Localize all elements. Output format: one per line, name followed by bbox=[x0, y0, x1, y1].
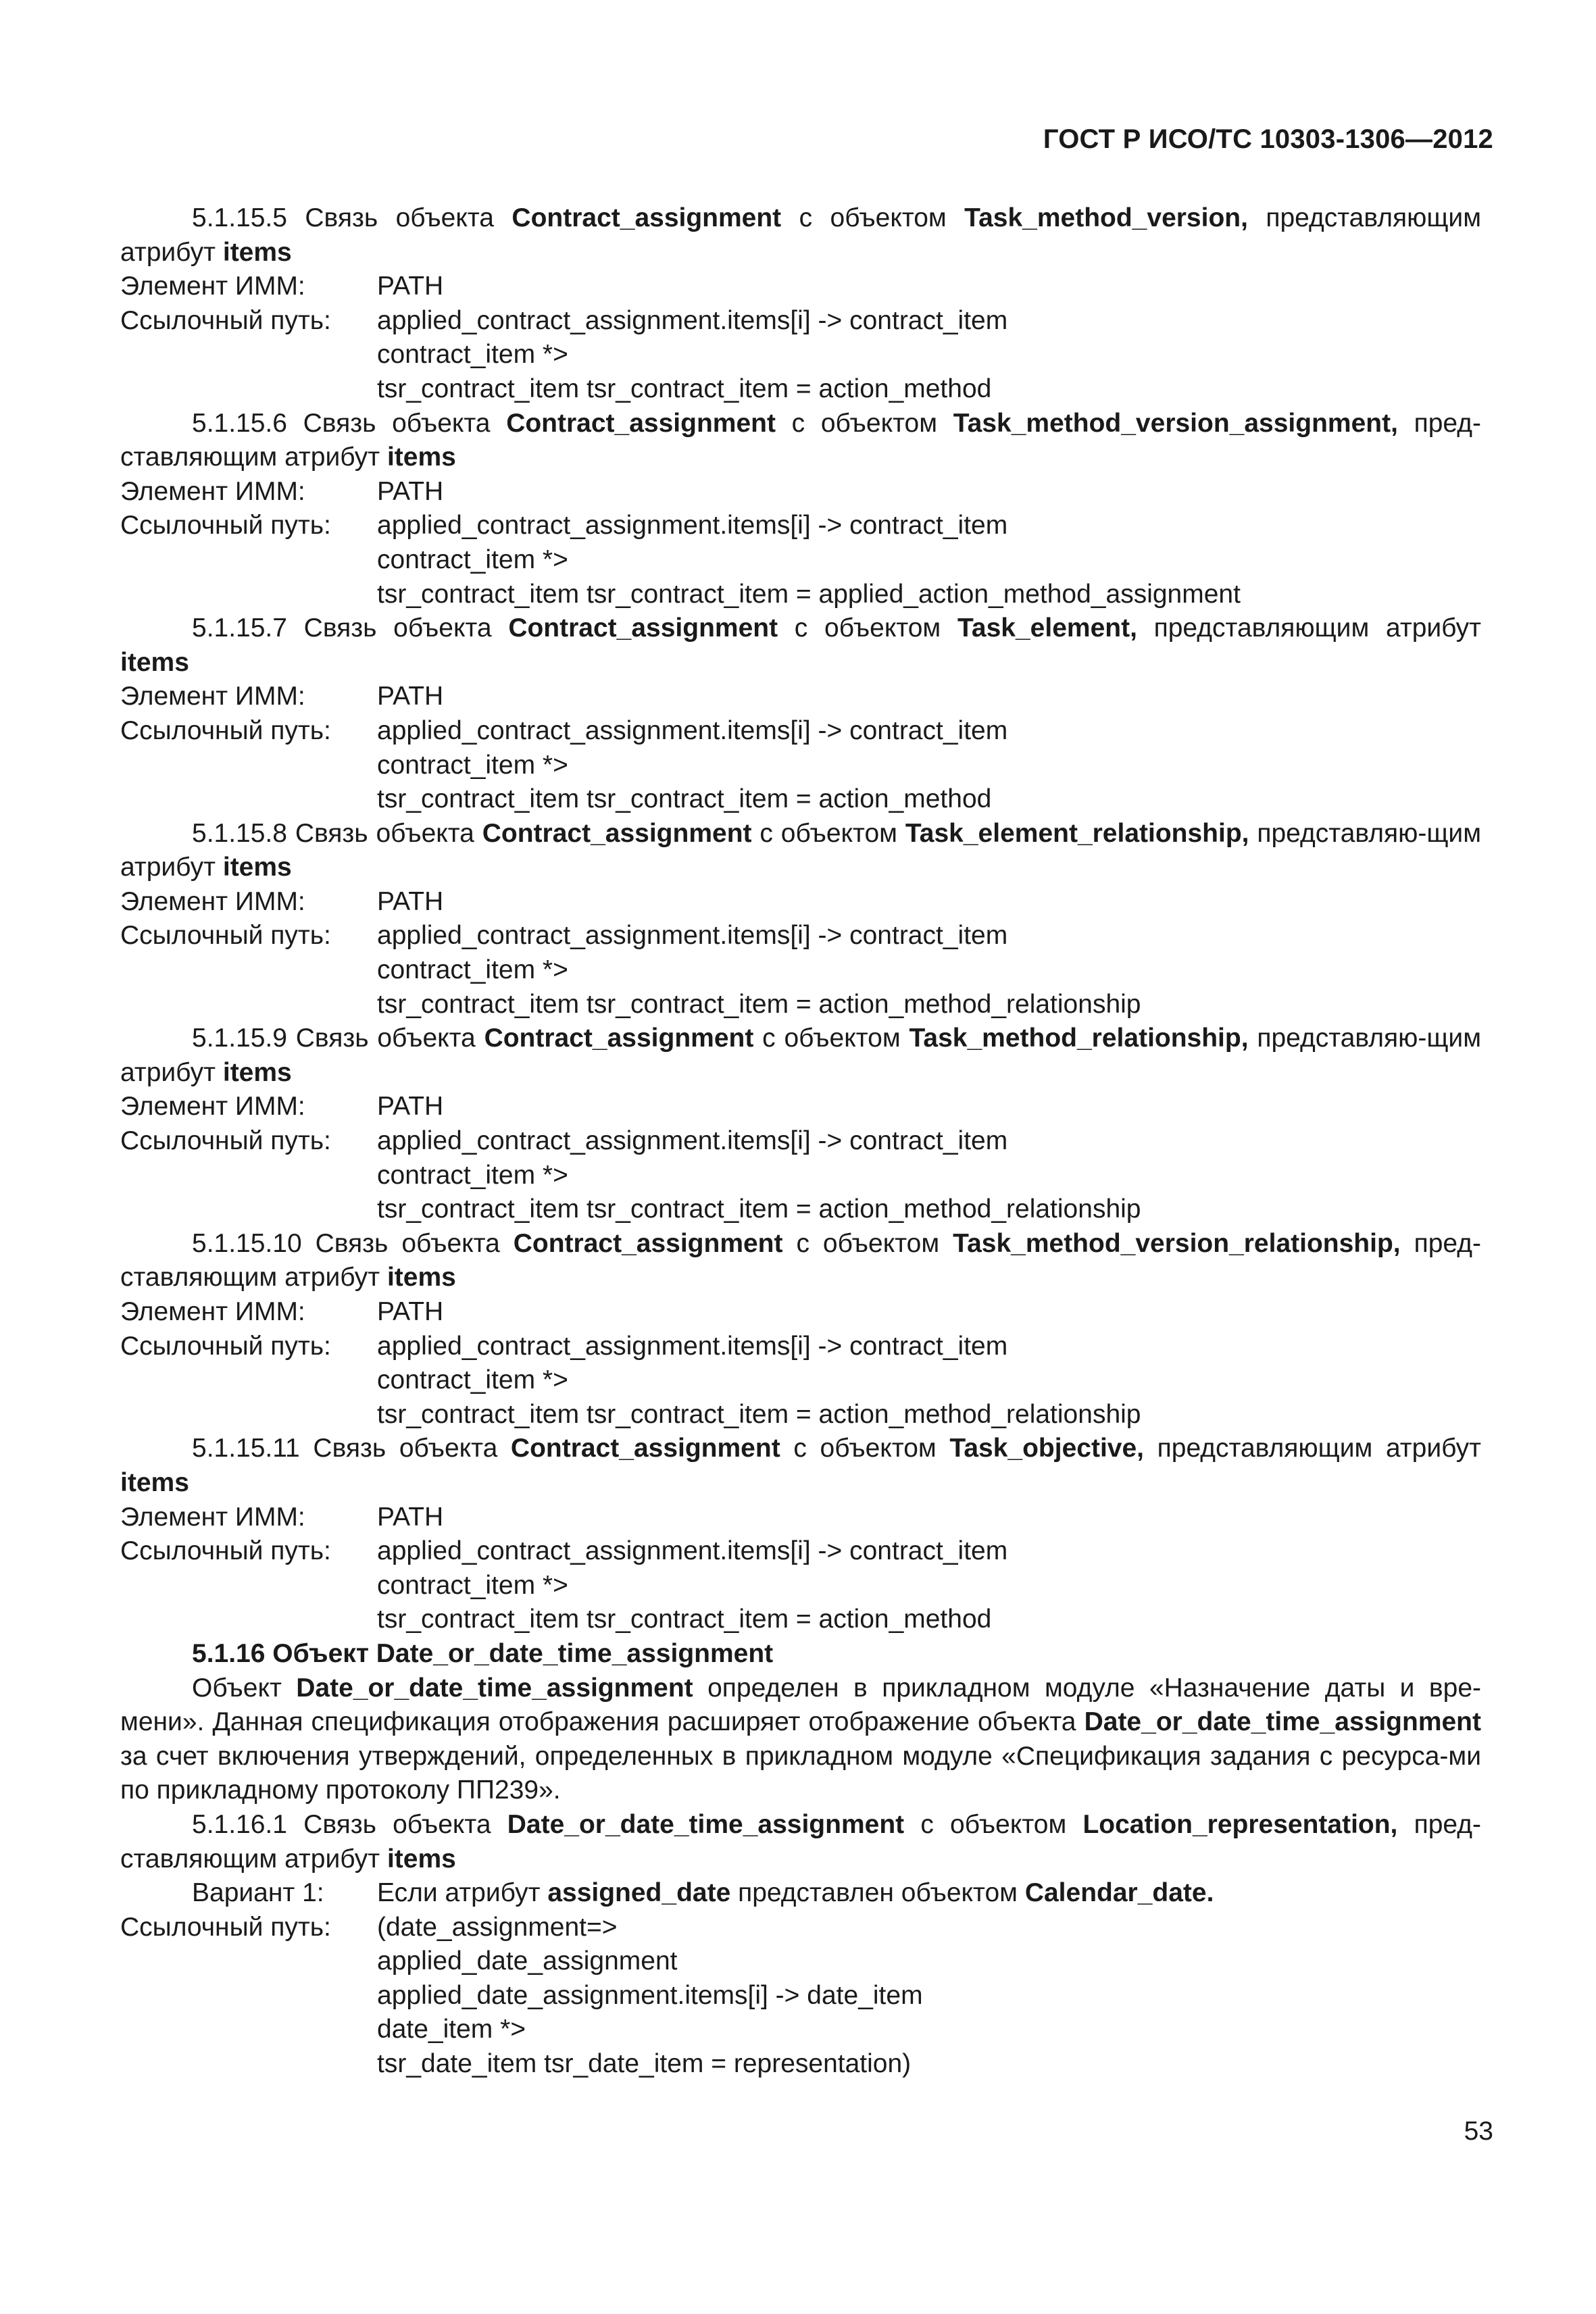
bold-term: Contract_assignment bbox=[510, 1434, 780, 1463]
bold-term: Contract_assignment bbox=[506, 408, 776, 438]
text-run: 5.1.16.1 Связь объекта bbox=[192, 1809, 507, 1839]
mapping-value: applied_contract_assignment.items[i] -> contract_item bbox=[377, 921, 1008, 951]
mapping-label: Ссылочный путь: bbox=[120, 1912, 331, 1942]
mapping-value: applied_contract_assignment.items[i] -> contract_item bbox=[377, 1536, 1008, 1566]
mapping-row bbox=[120, 304, 1481, 338]
paragraph bbox=[120, 407, 1481, 475]
mapping-row bbox=[120, 680, 1481, 714]
text-run: 5.1.15.5 Связь объекта bbox=[192, 203, 512, 232]
paragraph bbox=[120, 611, 1481, 680]
mapping-label: Элемент ИММ: bbox=[120, 1297, 305, 1326]
text-run: с объектом bbox=[904, 1809, 1083, 1839]
mapping-value: applied_contract_assignment.items[i] -> contract_item bbox=[377, 1126, 1008, 1156]
mapping-continuation: applied_date_assignment.items[i] -> date_item bbox=[377, 1980, 923, 2010]
mapping-row bbox=[120, 1090, 1481, 1124]
text-run: представляющим атрибут bbox=[120, 203, 1482, 267]
paragraph bbox=[120, 1671, 1481, 1808]
mapping-label: Элемент ИММ: bbox=[120, 1092, 305, 1122]
mapping-value: PATH bbox=[377, 1502, 444, 1532]
mapping-value: applied_contract_assignment.items[i] -> contract_item bbox=[377, 511, 1008, 540]
bold-term: items bbox=[386, 1844, 456, 1873]
text-run: определен в прикладном модуле «Назначение даты и вре-мени». Данная спецификация отображения расширяет отображение объекта bbox=[120, 1673, 1481, 1737]
mapping-label: Элемент ИММ: bbox=[120, 886, 305, 916]
mapping-label: Ссылочный путь: bbox=[120, 1536, 331, 1566]
bold-term: Task_method_relationship, bbox=[909, 1024, 1249, 1053]
bold-term: items bbox=[120, 1467, 189, 1497]
mapping-label: Ссылочный путь: bbox=[120, 1331, 331, 1361]
text-run: с объектом bbox=[753, 1024, 909, 1053]
paragraph bbox=[120, 1227, 1481, 1295]
mapping-label: Ссылочный путь: bbox=[120, 715, 331, 745]
mapping-row bbox=[120, 714, 1481, 749]
mapping-row bbox=[120, 885, 1481, 920]
text-run: пред-ставляющим атрибут bbox=[120, 408, 1481, 472]
paragraph bbox=[120, 817, 1481, 885]
paragraph bbox=[120, 201, 1481, 270]
mapping-label: Вариант 1: bbox=[192, 1878, 324, 1908]
mapping-row bbox=[120, 1501, 1481, 1535]
paragraph bbox=[120, 1432, 1481, 1500]
bold-term: Calendar_date. bbox=[1024, 1878, 1214, 1908]
mapping-value: PATH bbox=[377, 1092, 444, 1122]
mapping-row bbox=[120, 270, 1481, 304]
mapping-continuation: tsr_date_item tsr_date_item = representation) bbox=[377, 2049, 912, 2079]
document-header: ГОСТ Р ИСО/ТС 10303-1306—2012 bbox=[1043, 124, 1493, 154]
mapping-continuation: applied_date_assignment bbox=[377, 1946, 678, 1976]
text-run: представляю-щим атрибут bbox=[120, 818, 1482, 882]
mapping-label: Элемент ИММ: bbox=[120, 476, 305, 506]
bold-term: Task_method_version, bbox=[964, 203, 1248, 232]
mapping-continuation: tsr_contract_item tsr_contract_item = action_method bbox=[377, 784, 992, 814]
mapping-value: (date_assignment=> bbox=[377, 1912, 618, 1942]
bold-term: 5.1.16 Объект Date_or_date_time_assignment bbox=[192, 1638, 774, 1668]
mapping-continuation: contract_item *> bbox=[377, 1570, 568, 1600]
text-run: с объектом bbox=[751, 818, 905, 848]
text-run: представляющим атрибут bbox=[1137, 613, 1482, 643]
mapping-row bbox=[120, 1534, 1481, 1569]
bold-term: Contract_assignment bbox=[508, 613, 778, 643]
mapping-label: Ссылочный путь: bbox=[120, 305, 331, 335]
bold-term: Contract_assignment bbox=[482, 818, 752, 848]
mapping-row bbox=[120, 1295, 1481, 1330]
mapping-continuation: contract_item *> bbox=[377, 340, 568, 370]
bold-term: Contract_assignment bbox=[484, 1024, 754, 1053]
text-run: 5.1.15.6 Связь объекта bbox=[192, 408, 507, 438]
mapping-row bbox=[120, 1876, 1481, 1911]
bold-term: Task_element_relationship, bbox=[905, 818, 1249, 848]
text-run: 5.1.15.9 Связь объекта bbox=[192, 1024, 484, 1053]
mapping-value bbox=[377, 1876, 1481, 1911]
bold-term: items bbox=[222, 1057, 292, 1087]
mapping-continuation: contract_item *> bbox=[377, 1365, 568, 1395]
text-run: пред-ставляющим атрибут bbox=[120, 1809, 1481, 1873]
text-run: 5.1.15.11 Связь объекта bbox=[192, 1434, 511, 1463]
text-run: с объектом bbox=[775, 408, 953, 438]
mapping-value: PATH bbox=[377, 272, 444, 301]
mapping-value: PATH bbox=[377, 476, 444, 506]
bold-term: Date_or_date_time_assignment bbox=[507, 1809, 905, 1839]
text-run: пред-ставляющим атрибут bbox=[120, 1228, 1481, 1292]
mapping-label: Элемент ИММ: bbox=[120, 1502, 305, 1532]
paragraph bbox=[120, 1022, 1481, 1090]
mapping-row bbox=[120, 919, 1481, 953]
mapping-value: PATH bbox=[377, 1297, 444, 1326]
mapping-row bbox=[120, 1124, 1481, 1159]
text-run: представляю-щим атрибут bbox=[120, 1024, 1482, 1087]
bold-term: Task_method_version_assignment, bbox=[953, 408, 1398, 438]
text-run: Объект bbox=[192, 1673, 297, 1703]
paragraph bbox=[120, 1808, 1481, 1876]
mapping-value: PATH bbox=[377, 682, 444, 711]
bold-term: items bbox=[222, 237, 292, 267]
mapping-continuation: contract_item *> bbox=[377, 955, 568, 985]
text-run: за счет включения утверждений, определенных в прикладном модуле «Спецификация задания с ресурса-ми по прикладному протоколу ПП239». bbox=[120, 1741, 1481, 1805]
bold-term: Contract_assignment bbox=[512, 203, 782, 232]
mapping-value: applied_contract_assignment.items[i] -> contract_item bbox=[377, 305, 1008, 335]
document-body bbox=[120, 201, 1481, 2082]
mapping-continuation: tsr_contract_item tsr_contract_item = applied_action_method_assignment bbox=[377, 579, 1241, 609]
mapping-row bbox=[120, 475, 1481, 509]
mapping-row bbox=[120, 509, 1481, 543]
text-run: представляющим атрибут bbox=[1144, 1434, 1481, 1463]
text-run: с объектом bbox=[780, 1434, 950, 1463]
mapping-continuation: tsr_contract_item tsr_contract_item = action_method_relationship bbox=[377, 1194, 1141, 1224]
bold-term: Task_element, bbox=[957, 613, 1137, 643]
bold-term: items bbox=[386, 443, 456, 472]
text-run: 5.1.15.10 Связь объекта bbox=[192, 1228, 514, 1258]
mapping-continuation: tsr_contract_item tsr_contract_item = action_method bbox=[377, 1605, 992, 1634]
mapping-continuation: contract_item *> bbox=[377, 545, 568, 574]
text-run: с объектом bbox=[782, 1228, 953, 1258]
mapping-continuation: contract_item *> bbox=[377, 1160, 568, 1190]
mapping-value: applied_contract_assignment.items[i] -> contract_item bbox=[377, 1331, 1008, 1361]
mapping-row bbox=[120, 1911, 1481, 1945]
bold-term: Contract_assignment bbox=[513, 1228, 783, 1258]
mapping-value: PATH bbox=[377, 886, 444, 916]
mapping-continuation: contract_item *> bbox=[377, 750, 568, 780]
mapping-continuation: tsr_contract_item tsr_contract_item = action_method_relationship bbox=[377, 989, 1141, 1019]
mapping-continuation: tsr_contract_item tsr_contract_item = action_method_relationship bbox=[377, 1399, 1141, 1429]
bold-term: Task_objective, bbox=[949, 1434, 1144, 1463]
bold-term: Date_or_date_time_assignment bbox=[296, 1673, 693, 1703]
bold-term: items bbox=[120, 647, 189, 677]
text-run: 5.1.15.8 Связь объекта bbox=[192, 818, 482, 848]
mapping-continuation: date_item *> bbox=[377, 2015, 526, 2044]
bold-term: assigned_date bbox=[547, 1878, 731, 1908]
bold-term: Task_method_version_relationship, bbox=[953, 1228, 1401, 1258]
bold-term: items bbox=[386, 1263, 456, 1292]
bold-term: Date_or_date_time_assignment bbox=[1084, 1707, 1481, 1737]
mapping-label: Элемент ИММ: bbox=[120, 682, 305, 711]
text-run: 5.1.15.7 Связь объекта bbox=[192, 613, 509, 643]
mapping-continuation: tsr_contract_item tsr_contract_item = action_method bbox=[377, 374, 992, 403]
mapping-row bbox=[120, 1330, 1481, 1364]
mapping-label: Элемент ИММ: bbox=[120, 272, 305, 301]
mapping-value: applied_contract_assignment.items[i] -> contract_item bbox=[377, 715, 1008, 745]
page-number: 53 bbox=[1464, 2117, 1493, 2146]
bold-term: Location_representation, bbox=[1082, 1809, 1398, 1839]
text-run: представлен объектом bbox=[730, 1878, 1025, 1908]
text-run: с объектом bbox=[781, 203, 965, 232]
section-heading bbox=[120, 1637, 1481, 1671]
mapping-label: Ссылочный путь: bbox=[120, 921, 331, 951]
mapping-label: Ссылочный путь: bbox=[120, 511, 331, 540]
mapping-label: Ссылочный путь: bbox=[120, 1126, 331, 1156]
text-run: с объектом bbox=[778, 613, 957, 643]
text-run: Если атрибут bbox=[377, 1878, 548, 1908]
bold-term: items bbox=[222, 853, 292, 882]
